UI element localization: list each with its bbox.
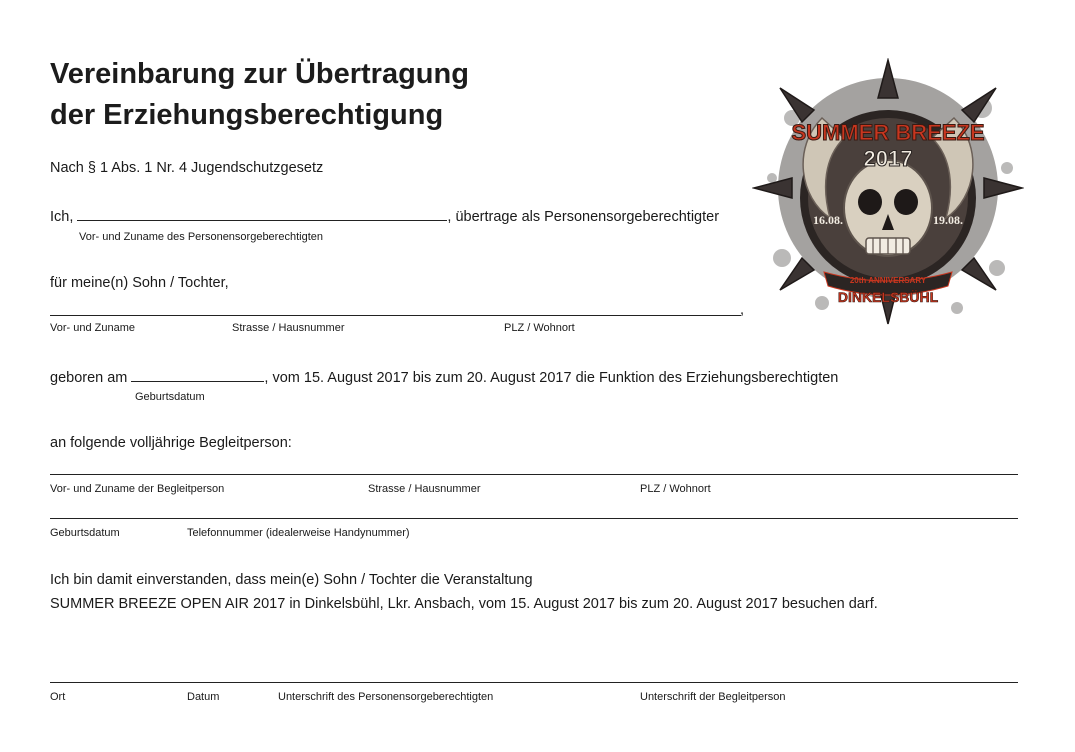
- subtitle: Nach § 1 Abs. 1 Nr. 4 Jugendschutzgesetz: [50, 160, 324, 176]
- summer-breeze-logo: [752, 58, 1024, 326]
- child-name-caption: Vor- und Zuname: [50, 322, 135, 334]
- birth-date-field[interactable]: [131, 368, 264, 382]
- companion-signature-caption: Unterschrift der Begleitperson: [640, 691, 786, 703]
- guardian-suffix: , übertrage als Personensorgeberechtigter: [447, 209, 720, 225]
- child-data-field[interactable]: [50, 315, 741, 316]
- title-line-2: der Erziehungsberechtigung: [50, 99, 444, 131]
- companion-phone-caption: Telefonnummer (idealerweise Handynummer): [187, 527, 410, 539]
- logo-name: SUMMER BREEZE: [791, 120, 985, 145]
- guardian-prefix: Ich,: [50, 209, 74, 225]
- birth-prefix: geboren am: [50, 370, 128, 386]
- companion-data-field[interactable]: [50, 474, 1018, 475]
- birth-suffix: , vom 15. August 2017 bis zum 20. August 2017 die Funktion des Erziehungsberechtigten: [264, 370, 839, 386]
- child-intro: für meine(n) Sohn / Tochter,: [50, 275, 229, 291]
- companion-contact-field[interactable]: [50, 518, 1018, 519]
- logo-date-right: 19.08.: [933, 213, 963, 227]
- consent-line-2: SUMMER BREEZE OPEN AIR 2017 in Dinkelsbühl, Lkr. Ansbach, vom 15. August 2017 bis zum 20. August 2017 besuchen darf.: [50, 596, 878, 612]
- companion-intro: an folgende volljährige Begleitperson:: [50, 435, 292, 451]
- logo-date-left: 16.08.: [813, 213, 843, 227]
- child-line-comma: ,: [740, 302, 745, 318]
- logo-year: 2017: [863, 146, 913, 171]
- child-city-caption: PLZ / Wohnort: [504, 322, 575, 334]
- logo-place: DINKELSBÜHL: [837, 289, 939, 305]
- companion-street-caption: Strasse / Hausnummer: [368, 483, 481, 495]
- consent-line-1: Ich bin damit einverstanden, dass mein(e) Sohn / Tochter die Veranstaltung: [50, 572, 533, 588]
- companion-name-caption: Vor- und Zuname der Begleitperson: [50, 483, 225, 495]
- title-line-1: Vereinbarung zur Übertragung: [50, 58, 469, 90]
- guardian-line: [50, 207, 719, 225]
- birth-line: [50, 368, 838, 386]
- child-street-caption: Strasse / Hausnummer: [232, 322, 345, 334]
- date-caption: Datum: [187, 691, 220, 703]
- guardian-name-caption: Vor- und Zuname des Personensorgeberechtigten: [79, 231, 323, 243]
- logo-banner: 20th ANNIVERSARY: [849, 276, 927, 285]
- birth-date-caption: Geburtsdatum: [135, 391, 205, 403]
- companion-birth-caption: Geburtsdatum: [50, 527, 120, 539]
- place-caption: Ort: [50, 691, 66, 703]
- page-title: [50, 54, 469, 136]
- companion-city-caption: PLZ / Wohnort: [640, 483, 711, 495]
- guardian-signature-caption: Unterschrift des Personensorgeberechtigten: [278, 691, 494, 703]
- guardian-name-field[interactable]: [77, 207, 447, 221]
- signature-field[interactable]: [50, 682, 1018, 683]
